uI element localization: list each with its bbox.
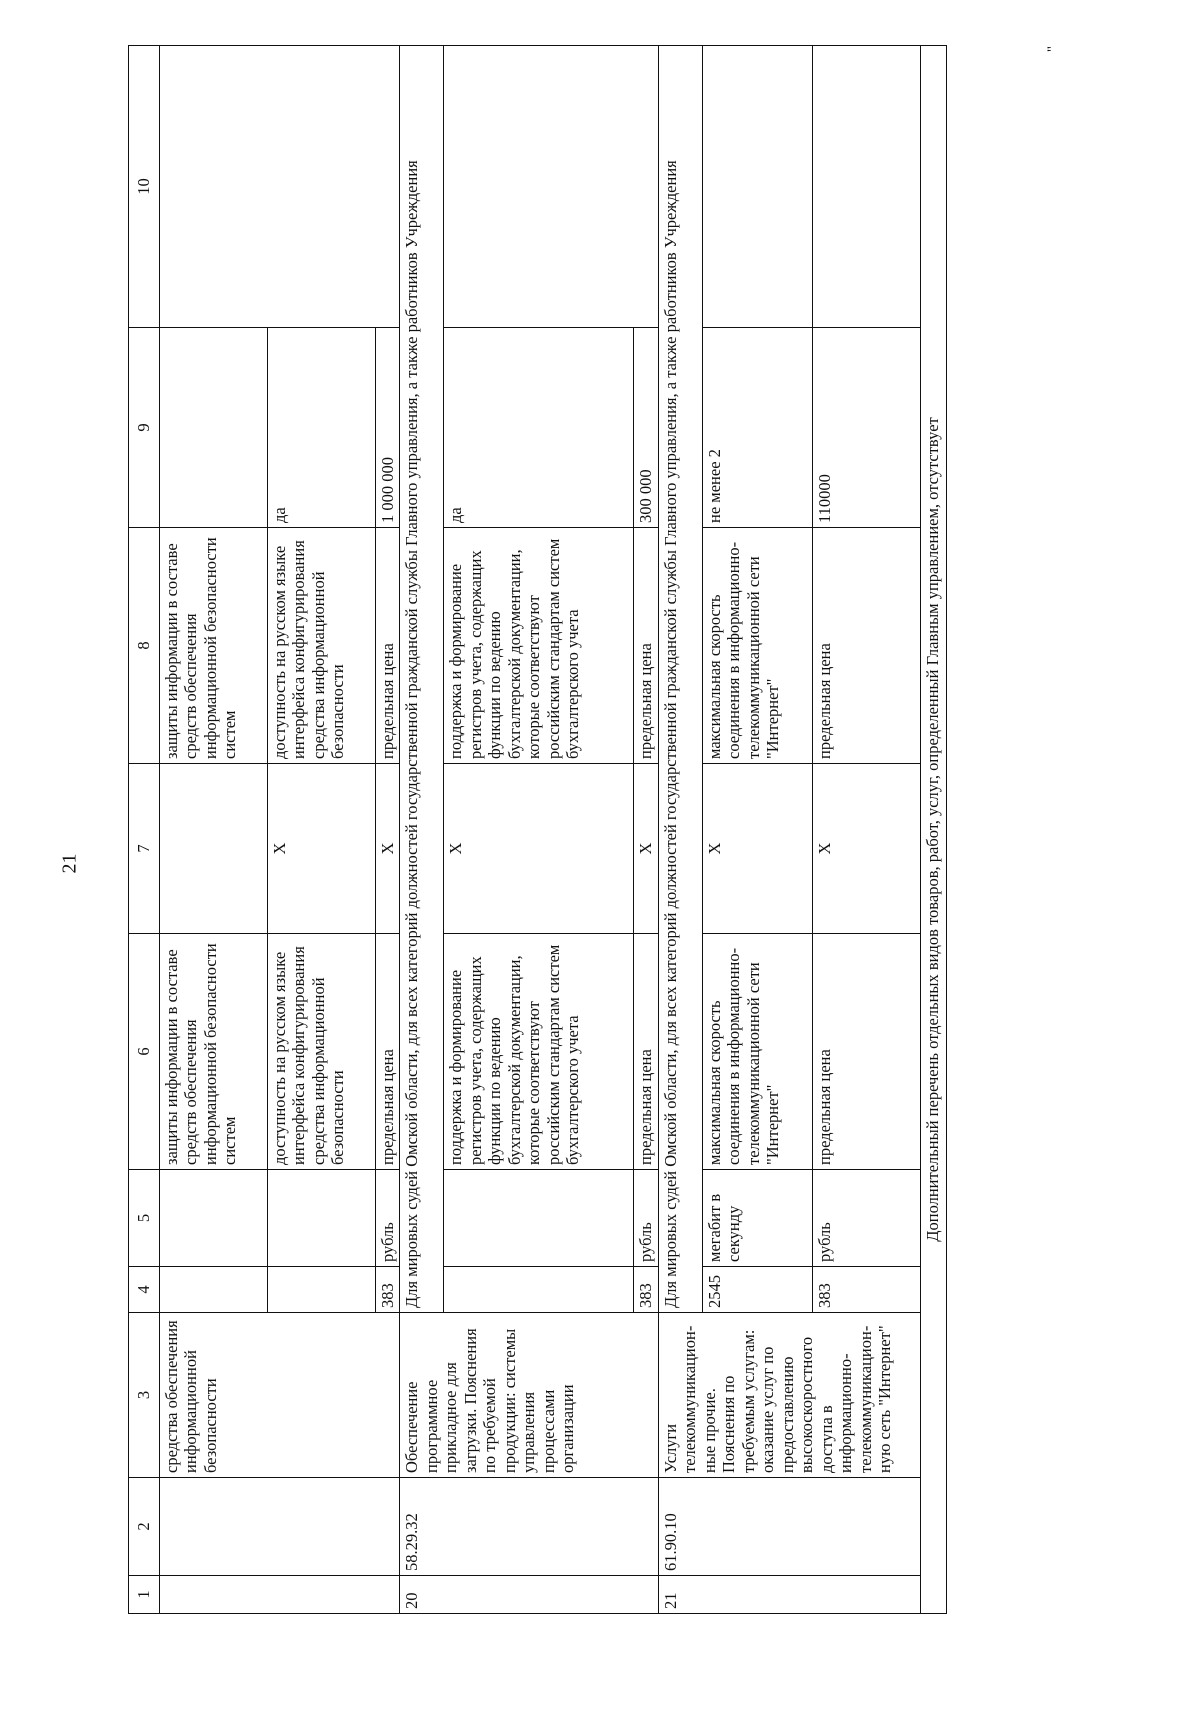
cell-c7: X	[812, 764, 920, 934]
cell-c5	[444, 1170, 634, 1267]
cell-c6: поддержка и формирование регистров учета, содержащих функции по ведению бухгалтерской документации, которые соответствуют российским стандартам систем бухгалтерского учета	[444, 934, 634, 1170]
cell-c4: 383	[634, 1267, 658, 1313]
col-header-4: 4	[129, 1267, 160, 1313]
cell-c4: 383	[812, 1267, 920, 1313]
table-row	[920, 46, 946, 1614]
col-header-7: 7	[129, 764, 160, 934]
cell-c8: поддержка и формирование регистров учета, содержащих функции по ведению бухгалтерской документации, которые соответствуют российским стандартам систем бухгалтерского учета	[444, 528, 634, 764]
closing-quote-mark: "	[1045, 46, 1061, 53]
cell-c9: 110000	[812, 328, 920, 528]
col-header-3: 3	[129, 1313, 160, 1478]
cell-name: Услуги телекоммуникацион-ные прочие. Пояснения по требуемым услугам: оказание услуг по предоставлению высокоскоростного доступа в информационно-телекоммуникацион-ную сеть "Интернет"	[658, 1313, 920, 1478]
cell-code	[160, 1478, 400, 1576]
document-content	[128, 46, 1064, 1614]
cell-c6: защиты информации в составе средств обеспечения информационной безопасности систем	[160, 934, 268, 1170]
cell-c8: предельная цена	[376, 528, 400, 764]
cell-c10	[702, 46, 812, 328]
cell-name: средства обеспечения информационной безопасности	[160, 1313, 400, 1478]
cell-c9: да	[268, 328, 376, 528]
cell-c5: рубль	[812, 1170, 920, 1267]
cell-c9: 1 000 000	[376, 328, 400, 528]
col-header-9: 9	[129, 328, 160, 528]
cell-c6: доступность на русском языке интерфейса конфигурирования средства информационной безопасности	[268, 934, 376, 1170]
col-header-10: 10	[129, 46, 160, 328]
cell-c6: предельная цена	[634, 934, 658, 1170]
cell-c7: X	[268, 764, 376, 934]
cell-name: Обеспечение программное прикладное для загрузки. Пояснения по требуемой продукции: системы управления процессами организации	[400, 1313, 658, 1478]
cell-c6: предельная цена	[812, 934, 920, 1170]
cell-c5: рубль	[376, 1170, 400, 1267]
cell-c4	[160, 1267, 268, 1313]
cell-c4: 2545	[702, 1267, 812, 1313]
requirements-table	[128, 45, 947, 1614]
cell-c9: да	[444, 328, 634, 528]
col-header-5: 5	[129, 1170, 160, 1267]
cell-c7: X	[376, 764, 400, 934]
cell-c4	[444, 1267, 634, 1313]
cell-c7: X	[444, 764, 634, 934]
cell-num: 21	[658, 1576, 920, 1614]
cell-c7: X	[634, 764, 658, 934]
page-number: 21	[58, 853, 81, 874]
cell-num	[160, 1576, 400, 1614]
cell-c5	[268, 1170, 376, 1267]
cell-applicability: Для мировых судей Омской области, для всех категорий должностей государственной гражданской службы Главного управления, а также работников Учреждения	[658, 46, 702, 1313]
cell-applicability: Для мировых судей Омской области, для всех категорий должностей государственной гражданской службы Главного управления, а также работников Учреждения	[400, 46, 444, 1313]
cell-c8: предельная цена	[634, 528, 658, 764]
cell-c9	[160, 328, 268, 528]
cell-c10	[812, 46, 920, 328]
cell-c5	[160, 1170, 268, 1267]
cell-c6: предельная цена	[376, 934, 400, 1170]
cell-c8: защиты информации в составе средств обеспечения информационной безопасности систем	[160, 528, 268, 764]
col-header-8: 8	[129, 528, 160, 764]
cell-c6: максимальная скорость соединения в информационно-телекоммуникационной сети "Интернет"	[702, 934, 812, 1170]
table-row	[160, 46, 268, 1614]
col-header-2: 2	[129, 1478, 160, 1576]
table-row	[658, 46, 702, 1614]
cell-num: 20	[400, 1576, 658, 1614]
cell-c8: доступность на русском языке интерфейса конфигурирования средства информационной безопасности	[268, 528, 376, 764]
cell-c5: рубль	[634, 1170, 658, 1267]
footer-note: Дополнительный перечень отдельных видов товаров, работ, услуг, определенный Главным управлением, отсутствует	[920, 46, 946, 1614]
table-row	[400, 46, 444, 1614]
column-number-row	[129, 46, 160, 1614]
cell-c7	[160, 764, 268, 934]
cell-code: 61.90.10	[658, 1478, 920, 1576]
cell-c9: не менее 2	[702, 328, 812, 528]
cell-c9: 300 000	[634, 328, 658, 528]
cell-c10	[160, 46, 400, 328]
cell-c5: мегабит в секунду	[702, 1170, 812, 1267]
cell-code: 58.29.32	[400, 1478, 658, 1576]
cell-c4: 383	[376, 1267, 400, 1313]
cell-c4	[268, 1267, 376, 1313]
col-header-6: 6	[129, 934, 160, 1170]
cell-c8: максимальная скорость соединения в информационно-телекоммуникационной сети "Интернет"	[702, 528, 812, 764]
cell-c10	[444, 46, 658, 328]
cell-c7: X	[702, 764, 812, 934]
rotated-page	[128, 46, 1064, 1614]
cell-c8: предельная цена	[812, 528, 920, 764]
col-header-1: 1	[129, 1576, 160, 1614]
